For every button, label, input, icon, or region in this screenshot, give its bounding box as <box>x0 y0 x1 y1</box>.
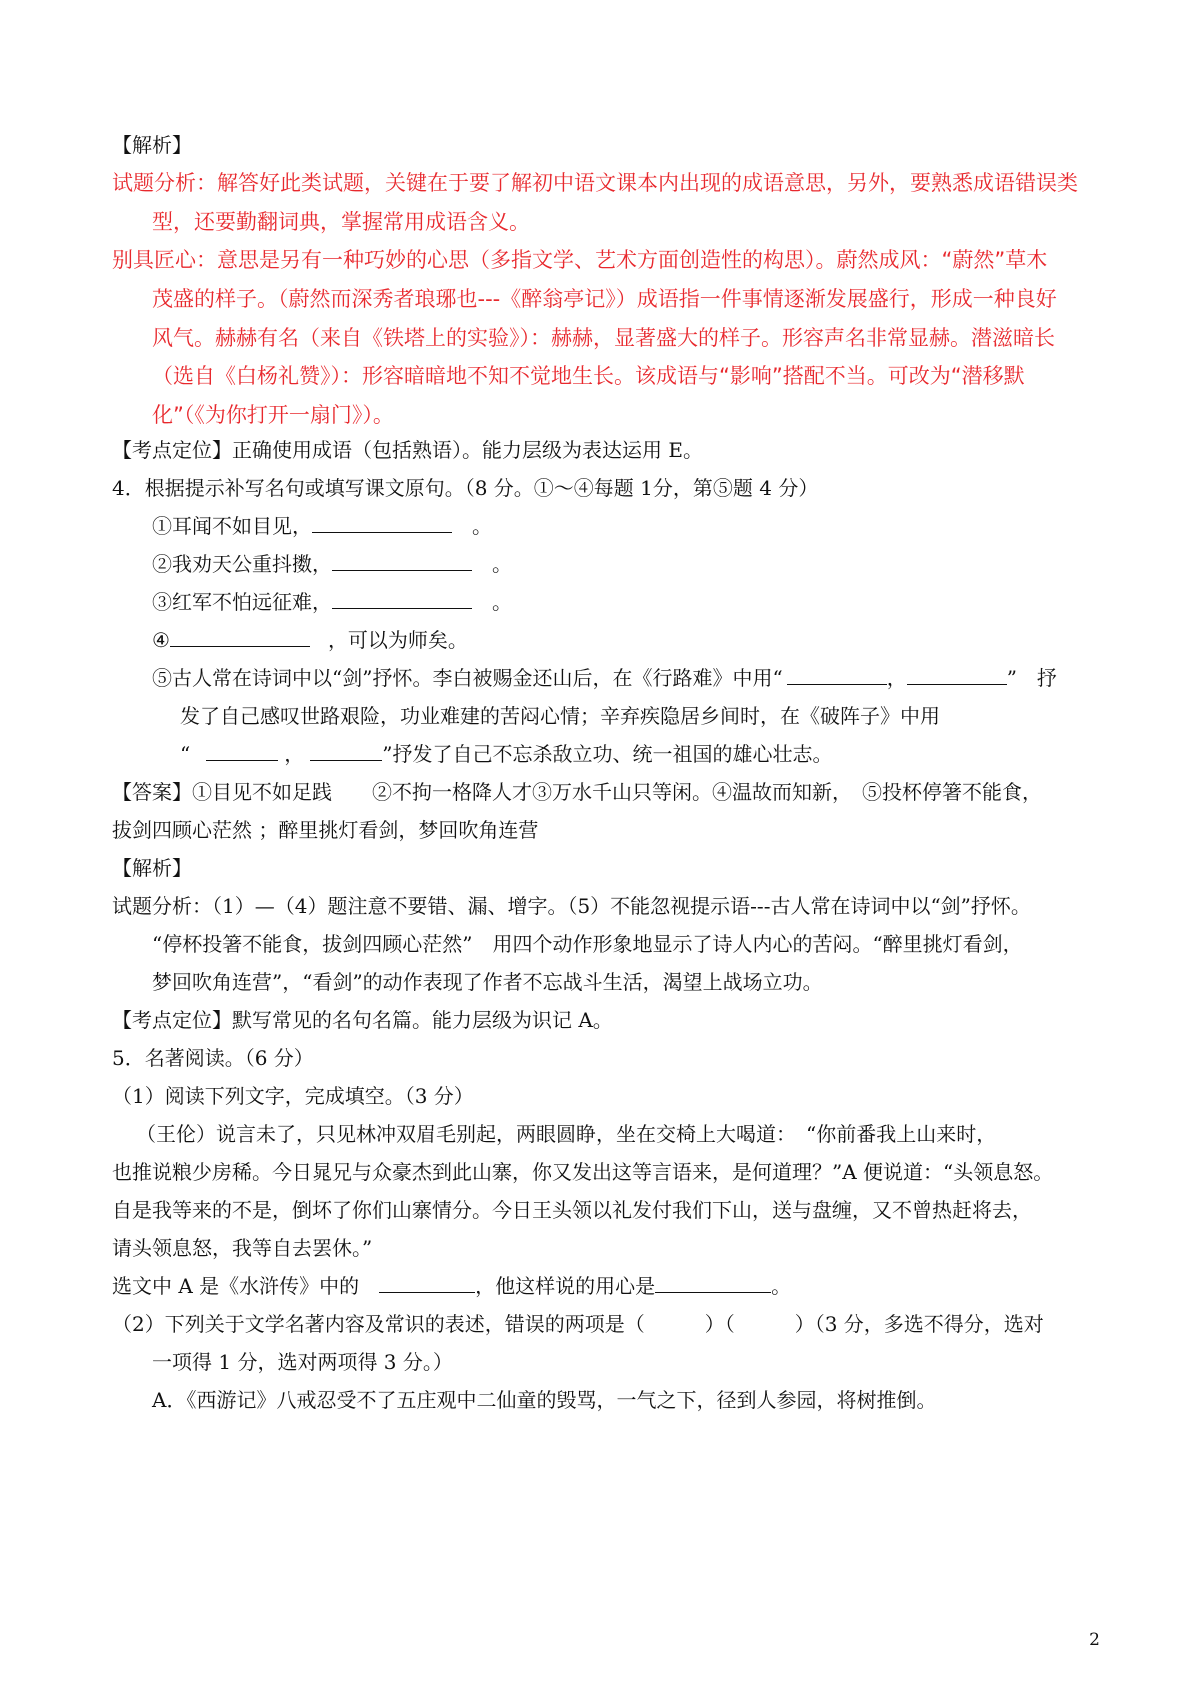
answer-blank[interactable] <box>787 664 887 685</box>
page-number: 2 <box>1089 1630 1100 1650</box>
q4-item-2-end: 。 <box>492 552 512 576</box>
q4-item-5-line3-comma: ， <box>284 742 305 766</box>
q5-option-a: A．《西游记》八戒忍受不了五庄观中二仙童的毁骂，一气之下，径到人参园，将树推倒。 <box>152 1388 937 1412</box>
q5-sub2: （2）下列关于文学名著内容及常识的表述，错误的两项是（ ）（ ）（3 分，多选不得分，选对 <box>112 1312 1044 1336</box>
analysis-heading: 【解析】 <box>112 856 192 880</box>
q4-item-4-text: ④ <box>152 628 170 652</box>
answer-line: 【答案】①目见不如足践 ②不拘一格降人才③万水千山只等闲。④温故而知新， ⑤投杯停箸不能食， <box>112 780 1042 804</box>
answer-blank[interactable] <box>655 1272 771 1293</box>
question-5-stem: 5．名著阅读。（6 分） <box>112 1046 314 1070</box>
q4-item-4-end: ，可以为师矣。 <box>327 628 468 652</box>
q5-fill-mid: ，他这样说的用心是 <box>475 1274 656 1298</box>
q4-item-5 <box>152 664 1057 692</box>
q5-fill-pre: 选文中 A 是《水浒传》中的 <box>112 1274 380 1298</box>
analysis-line: 梦回吹角连营”，“看剑”的动作表现了作者不忘战斗生活，渴望上战场立功。 <box>152 970 823 994</box>
answer-blank[interactable] <box>310 740 382 761</box>
q5-sub1: （1）阅读下列文字，完成填空。（3 分） <box>112 1084 474 1108</box>
kaodian-label: 【考点定位】正确使用成语（包括熟语）。能力层级为表达运用 E。 <box>112 438 703 462</box>
answer-blank[interactable] <box>379 1272 475 1293</box>
q4-item-3 <box>152 588 512 616</box>
q4-item-5-line3-close: ”抒发了自己不忘杀敌立功、统一祖国的雄心壮志。 <box>382 742 833 766</box>
q4-item-1-text: ①耳闻不如目见， <box>152 514 312 538</box>
analysis-red-line: 风气。赫赫有名（来自《铁塔上的实验》）：赫赫，显著盛大的样子。形容声名非常显赫。潜滋暗长 <box>152 326 1055 350</box>
analysis-red-line: 化”（《为你打开一扇门》）。 <box>152 403 394 427</box>
q4-item-4 <box>152 626 468 654</box>
q5-passage-line: 请头领息怒，我等自去罢休。” <box>112 1236 373 1260</box>
q4-item-3-end: 。 <box>492 590 512 614</box>
q5-sub2-cont: 一项得 1 分，选对两项得 3 分。） <box>152 1350 453 1374</box>
analysis-line: 试题分析：（1）—（4）题注意不要错、漏、增字。（5）不能忽视提示语---古人常在诗词中以“剑”抒怀。 <box>112 894 1031 918</box>
question-4-stem: 4．根据提示补写名句或填写课文原句。（8 分。①～④每题 1分，第⑤题 4 分） <box>112 476 819 500</box>
q4-item-5-end: ” 抒 <box>1006 666 1057 690</box>
answer-blank[interactable] <box>907 664 1007 685</box>
answer-line: 拔剑四顾心茫然 ；醉里挑灯看剑，梦回吹角连营 <box>112 818 539 842</box>
q4-item-1 <box>152 512 492 540</box>
answer-blank[interactable] <box>206 740 278 761</box>
q5-passage-line: 自是我等来的不是，倒坏了你们山寨情分。今日王头领以礼发付我们下山，送与盘缠，又不曾热赶将去， <box>112 1198 1032 1222</box>
answer-blank[interactable] <box>170 626 310 647</box>
analysis-red-line: 试题分析：解答好此类试题，关键在于要了解初中语文课本内出现的成语意思，另外，要熟悉成语错误类 <box>112 171 1078 195</box>
q4-item-2 <box>152 550 512 578</box>
q4-item-2-text: ②我劝天公重抖擞， <box>152 552 332 576</box>
q4-item-5-text: ⑤古人常在诗词中以“剑”抒怀。李白被赐金还山后，在《行路难》中用“ <box>152 666 783 690</box>
analysis-red-line: （选自《白杨礼赞》）：形容暗暗地不知不觉地生长。该成语与“影响”搭配不当。可改为“潜移默 <box>152 364 1025 388</box>
answer-blank[interactable] <box>332 550 472 571</box>
q4-item-3-text: ③红军不怕远征难， <box>152 590 332 614</box>
analysis-red-line: 型，还要勤翻词典，掌握常用成语含义。 <box>152 210 530 234</box>
analysis-red-line: 茂盛的样子。（蔚然而深秀者琅琊也---《醉翁亭记》）成语指一件事情逐渐发展盛行，形成一种良好 <box>152 287 1057 311</box>
q4-item-5-line2: 发了自己感叹世路艰险，功业难建的苦闷心情；辛弃疾隐居乡间时，在《破阵子》中用 <box>180 704 940 728</box>
q4-item-5-comma: ， <box>886 666 907 690</box>
q4-item-5-line3 <box>180 740 832 768</box>
q4-item-5-line3-open: “ <box>180 742 191 766</box>
analysis-red-line: 别具匠心：意思是另有一种巧妙的心思（多指文学、艺术方面创造性的构思）。蔚然成风：“蔚然”草木 <box>112 248 1048 272</box>
kaodian-label: 【考点定位】默写常见的名句名篇。能力层级为识记 A。 <box>112 1008 613 1032</box>
q5-fill-line <box>112 1272 791 1300</box>
answer-blank[interactable] <box>312 512 452 533</box>
q5-passage-line: 也推说粮少房稀。今日晁兄与众豪杰到此山寨，你又发出这等言语来，是何道理？”A 便说道：“头领息怒。 <box>112 1160 1054 1184</box>
analysis-line: “停杯投箸不能食，拔剑四顾心茫然” 用四个动作形象地显示了诗人内心的苦闷。“醉里挑灯看剑， <box>152 932 1023 956</box>
analysis-heading: 【解析】 <box>112 133 192 157</box>
q5-passage-line: （王伦）说言未了，只见林冲双眉毛别起，两眼圆睁，坐在交椅上大喝道： “你前番我上山来时， <box>126 1122 997 1146</box>
answer-blank[interactable] <box>332 588 472 609</box>
q5-fill-post: 。 <box>771 1274 792 1298</box>
q4-item-1-end: 。 <box>472 514 492 538</box>
